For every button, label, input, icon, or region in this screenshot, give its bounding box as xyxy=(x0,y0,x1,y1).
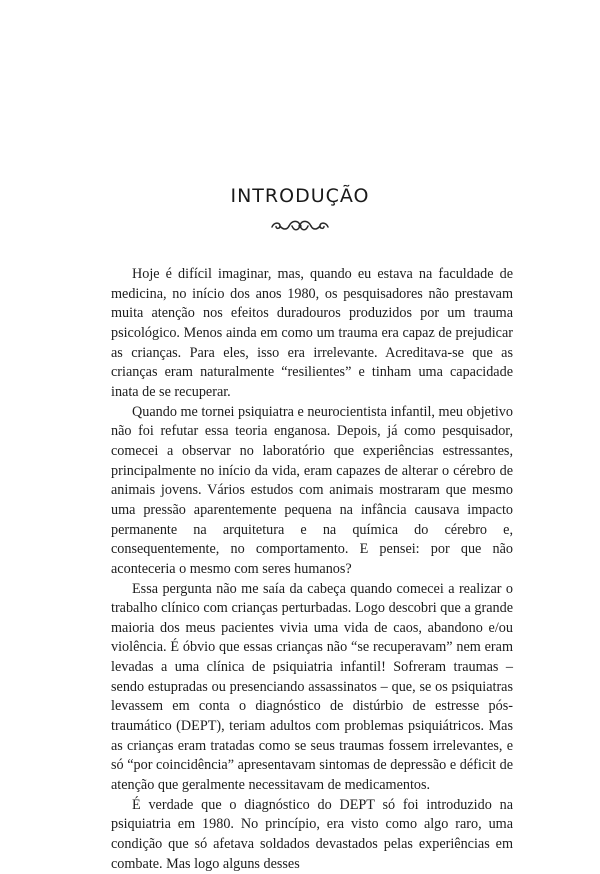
chapter-title: INTRODUÇÃO xyxy=(230,184,370,207)
paragraph-3: Essa pergunta não me saía da cabeça quando comecei a realizar o trabalho clínico com crianças perturbadas. Logo descobri que a grande maioria dos meus pacientes vivia uma vida de caos, abandono e/ou violência. É óbvio que essas crianças não “se recuperavam” nem eram levadas a uma clínica de psiquiatria infantil! Sofreram traumas – sendo estupradas ou presenciando assassinatos – que, se os psiquiatras levassem em conta o diagnóstico de distúrbio de estresse pós-traumático (DEPT), teriam adultos com problemas psiquiátricos. Mas as crianças eram tratadas como se seus traumas fossem irrelevantes, e só “por coincidência” apresentavam sintomas de depressão e déficit de atenção que geralmente necessitavam de medicamentos. xyxy=(111,580,513,794)
paragraph-1: Hoje é difícil imaginar, mas, quando eu estava na faculdade de medicina, no início dos anos 1980, os pesquisadores não prestavam muita atenção nos efeitos duradouros produzidos por um trauma psicológico. Menos ainda em como um trauma era capaz de prejudicar as crianças. Para eles, isso era irrelevante. Acreditava-se que as crianças eram naturalmente “resilientes” e tinham uma capacidade inata de se recuperar. xyxy=(111,266,513,400)
chapter-body xyxy=(111,265,513,874)
paragraph-4: É verdade que o diagnóstico do DEPT só foi introduzido na psiquiatria em 1980. No princípio, era visto como algo raro, uma condição que só afetava soldados devastados pelas experiências em combate. Mas logo alguns desses xyxy=(111,796,513,872)
paragraph-2: Quando me tornei psiquiatra e neurocientista infantil, meu objetivo não foi refutar essa teoria enganosa. Depois, já como pesquisador, comecei a observar no laboratório que experiências estressantes, principalmente no início da vida, eram capazes de alterar o cérebro de animais jovens. Vários estudos com animais mostraram que mesmo uma pressão aparentemente pequena na infância causava impacto permanente na arquitetura e na química do cérebro e, consequentemente, no comportamento. E pensei: por que não aconteceria o mesmo com seres humanos? xyxy=(111,403,513,577)
ornamental-flourish-icon xyxy=(268,214,332,238)
